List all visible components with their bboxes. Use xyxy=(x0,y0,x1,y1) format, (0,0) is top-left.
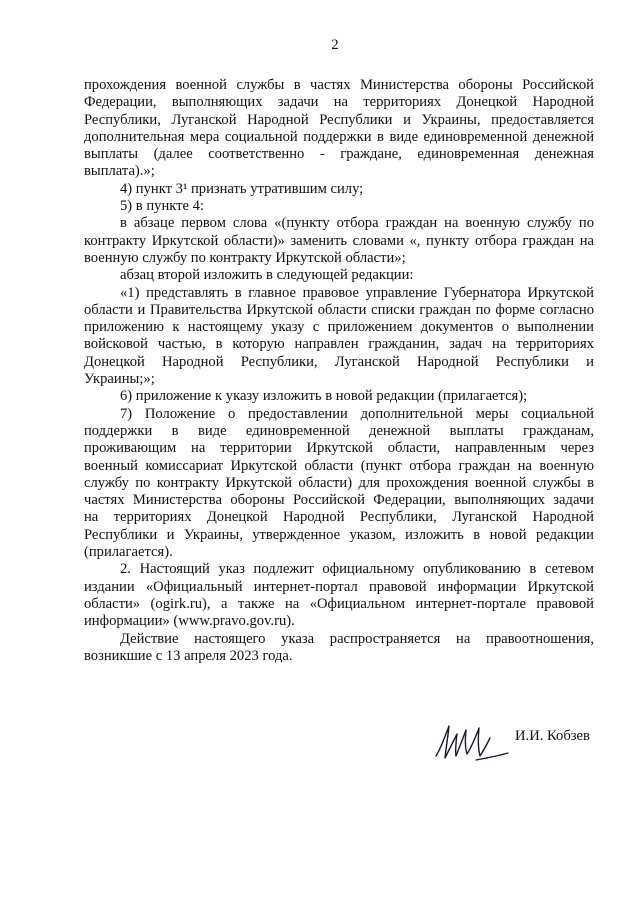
text-line: в абзаце первом слова «(пункту отбора граждан на военную службу по xyxy=(120,215,594,232)
text-line: 4) пункт 3¹ признать утратившим силу; xyxy=(120,180,364,197)
text-line: 7) Положение о предоставлении дополнительной меры социальной xyxy=(120,405,594,422)
text-line: Республики, Луганской Народной Республики и Украины, предоставляется xyxy=(84,111,594,128)
signature-block xyxy=(0,720,640,790)
text-line: абзац второй изложить в следующей редакции: xyxy=(120,267,414,284)
text-line: службу по контракту Иркутской области) для прохождения военной службы в xyxy=(84,474,594,491)
text-line: приложению к настоящему указу с приложением документов о выполнении xyxy=(84,319,594,336)
text-line: военную службу по контракту Иркутской области»; xyxy=(84,249,406,266)
handwritten-signature xyxy=(432,720,512,772)
text-line: Украины;»; xyxy=(84,371,155,388)
text-line: проживающим на территории Иркутской области, направленным через xyxy=(84,440,594,457)
text-line: Действие настоящего указа распространяется на правоотношения, xyxy=(120,630,594,647)
text-line: области и Правительства Иркутской области списки граждан по форме согласно xyxy=(84,301,594,318)
text-line: прохождения военной службы в частях Министерства обороны Российской xyxy=(84,77,594,93)
text-line: частях Министерства обороны Российской Федерации, выполняющих задачи xyxy=(84,492,594,509)
text-line: Донецкой Народной Республики, Луганской Народной Республики и xyxy=(84,353,594,370)
text-line: контракту Иркутской области)» заменить словами «, пункту отбора граждан на xyxy=(84,232,594,249)
text-line: Федерации, выполняющих задачи на территориях Донецкой Народной xyxy=(84,94,594,111)
text-line: 5) в пункте 4: xyxy=(120,198,205,215)
text-line: возникшие с 13 апреля 2023 года. xyxy=(84,647,293,664)
text-line: выплаты (далее соответственно - граждане, единовременная денежная xyxy=(84,146,594,163)
text-line: издании «Официальный интернет-портал правовой информации Иркутской xyxy=(84,578,594,595)
text-line: войсковой частью, в которую направлен гражданин, задач на территориях xyxy=(84,336,594,353)
text-line: 6) приложение к указу изложить в новой редакции (прилагается); xyxy=(120,388,528,405)
text-line: «1) представлять в главное правовое управление Губернатора Иркутской xyxy=(120,284,594,301)
text-line: информации» (www.pravo.gov.ru). xyxy=(84,613,295,630)
signer-name: И.И. Кобзев xyxy=(515,728,590,744)
text-line: 2. Настоящий указ подлежит официальному опубликованию в сетевом xyxy=(120,561,594,578)
page-number: 2 xyxy=(331,37,339,53)
text-line: поддержки в виде единовременной денежной выплаты гражданам, xyxy=(84,422,594,439)
text-line: выплата).»; xyxy=(84,163,155,180)
document-body xyxy=(84,77,594,665)
text-line: области» (ogirk.ru), а также на «Официальном интернет-портале правовой xyxy=(84,595,594,612)
text-line: на территориях Донецкой Народной Республики, Луганской Народной xyxy=(84,509,594,526)
text-line: дополнительная мера социальной поддержки в виде единовременной денежной xyxy=(84,128,594,145)
text-line: военный комиссариат Иркутской области (пункт отбора граждан на военную xyxy=(84,457,594,474)
text-line: Республики и Украины, утвержденное указом, изложить в новой редакции xyxy=(84,526,594,543)
text-line: (прилагается). xyxy=(84,544,173,561)
